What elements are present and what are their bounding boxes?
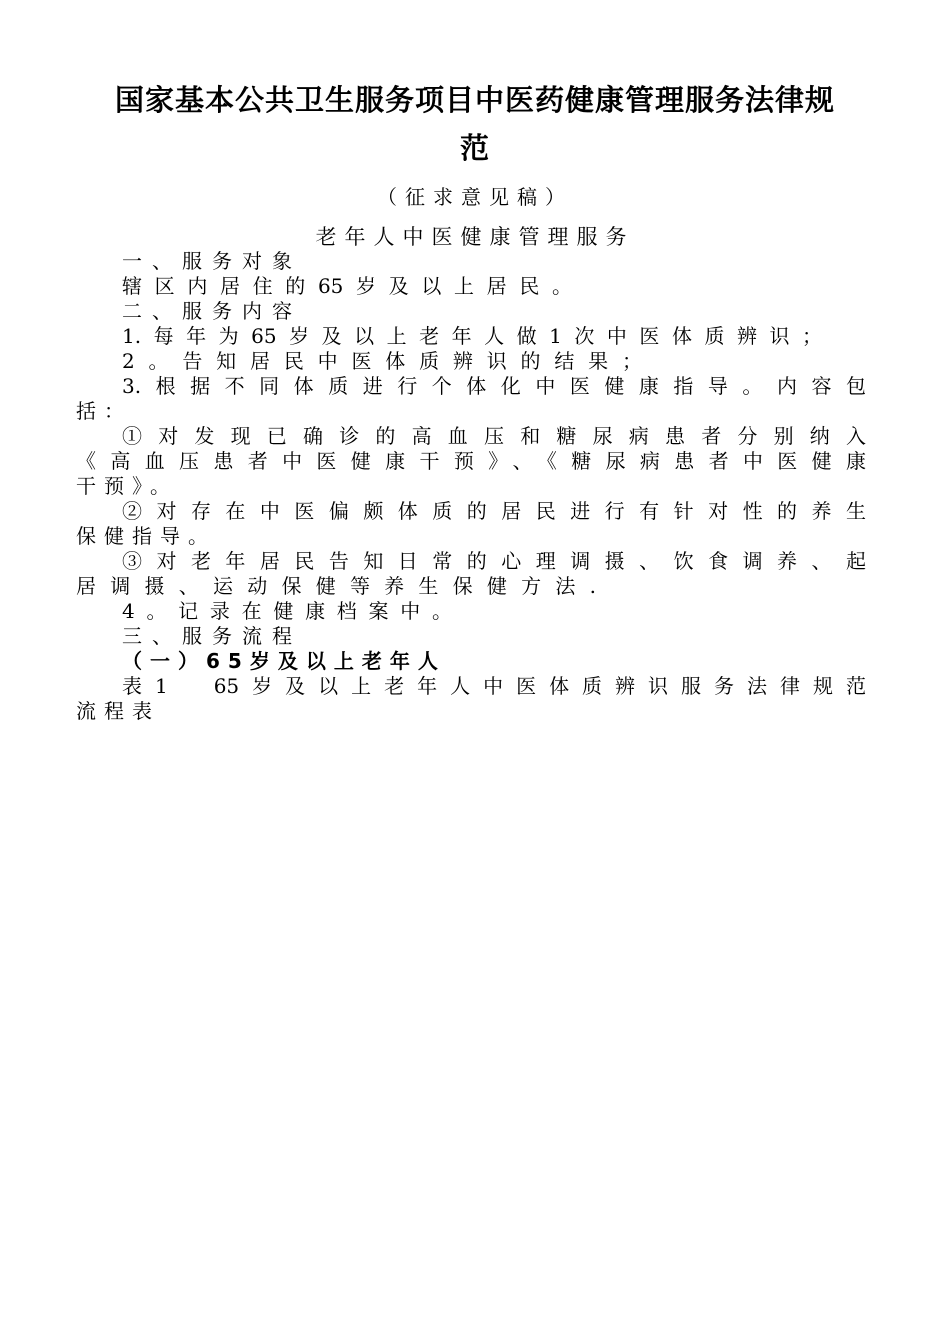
paragraph-content-item-2: 2。告知居民中医体质辨识的结果； bbox=[122, 349, 642, 373]
paragraph-subitem-1-line-2: 《高血压患者中医健康干预》、《糖尿病患者中医健康 bbox=[76, 449, 866, 473]
heading-service-content: 二、服务内容 bbox=[122, 299, 302, 323]
paragraph-content-item-3-line-2: 括： bbox=[76, 399, 132, 423]
heading-service-process: 三、服务流程 bbox=[122, 624, 302, 648]
paragraph-service-target: 辖区内居住的65岁及以上居民。 bbox=[122, 274, 572, 298]
table-caption-line-1: 表1 65岁及以上老年人中医体质辨识服务法律规范 bbox=[122, 674, 866, 698]
heading-service-target: 一、服务对象 bbox=[122, 249, 302, 273]
document-title-line-2: 范 bbox=[459, 131, 490, 165]
paragraph-content-item-4: 4。记录在健康档案中。 bbox=[122, 599, 452, 623]
paragraph-subitem-3-line-1: ③对老年居民告知日常的心理调摄、饮食调养、起 bbox=[122, 549, 866, 573]
paragraph-subitem-3-line-2: 居调摄、运动保健等养生保健方法. bbox=[76, 574, 596, 598]
section-title: 老年人中医健康管理服务 bbox=[315, 225, 635, 249]
document-subtitle: （征求意见稿） bbox=[377, 185, 573, 209]
paragraph-subitem-1-line-1: ①对发现已确诊的高血压和糖尿病患者分别纳入 bbox=[122, 424, 866, 448]
subheading-elderly-65: （一）65岁及以上老年人 bbox=[122, 649, 446, 673]
table-caption-line-2: 流程表 bbox=[76, 699, 160, 723]
paragraph-subitem-2-line-2: 保健指导。 bbox=[76, 524, 216, 548]
document-title-line-1: 国家基本公共卫生服务项目中医药健康管理服务法律规 bbox=[114, 83, 835, 117]
paragraph-subitem-2-line-1: ②对存在中医偏颇体质的居民进行有针对性的养生 bbox=[122, 499, 866, 523]
paragraph-content-item-3-line-1: 3.根据不同体质进行个体化中医健康指导。内容包 bbox=[122, 374, 866, 398]
paragraph-subitem-1-line-3: 干预》。 bbox=[76, 474, 178, 498]
paragraph-content-item-1: 1.每年为65岁及以上老年人做1次中医体质辨识； bbox=[122, 324, 822, 348]
